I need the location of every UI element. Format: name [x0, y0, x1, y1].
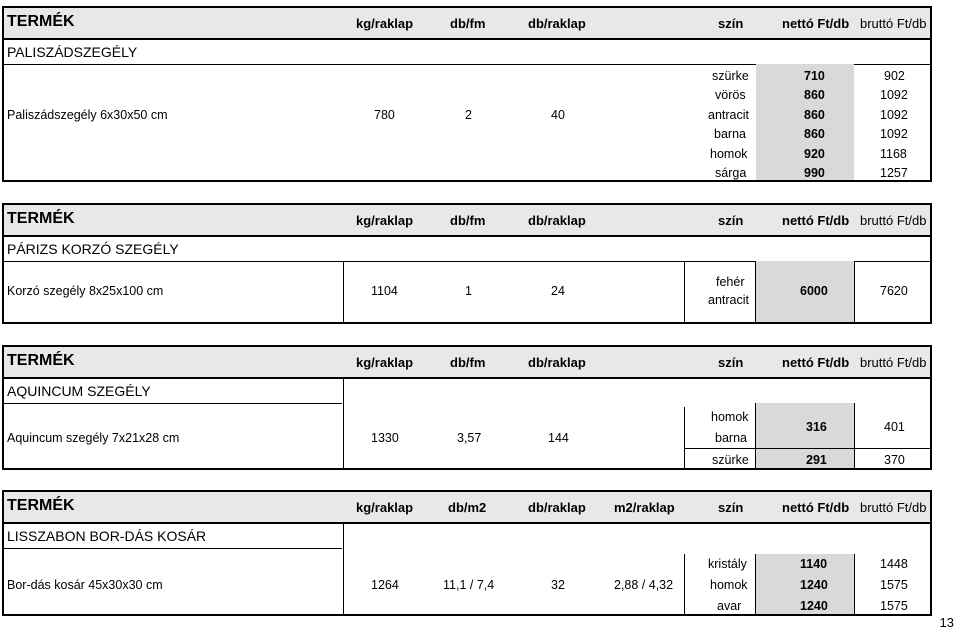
table-header	[4, 347, 930, 379]
db-raklap-value: 40	[551, 108, 565, 122]
color-cell: szürke	[712, 453, 749, 467]
netto-cell: 1240	[800, 599, 828, 613]
col-db-raklap: db/raklap	[528, 213, 586, 228]
cell-divider	[343, 379, 344, 468]
table-header	[4, 205, 930, 237]
color-cell: sárga	[715, 166, 747, 180]
color-cell: vörös	[715, 88, 746, 102]
col-termek: TERMÉK	[7, 497, 75, 514]
cell-divider	[684, 554, 685, 614]
kg-raklap-value: 1330	[371, 431, 399, 445]
db-raklap-value: 24	[551, 284, 565, 298]
col-db-raklap: db/raklap	[528, 355, 586, 370]
kg-raklap-value: 1104	[371, 284, 398, 298]
netto-cell: 860	[804, 127, 825, 141]
brutto-cell: 1092	[880, 127, 908, 141]
col-m2-raklap: m2/raklap	[614, 500, 675, 515]
category-label: PALISZÁDSZEGÉLY	[7, 44, 138, 60]
db-fm-value: 1	[465, 284, 472, 298]
color-cell: barna	[715, 431, 747, 445]
netto-cell: 990	[804, 166, 825, 180]
col-db-fm: db/fm	[450, 213, 486, 228]
col-brutto: bruttó Ft/db	[860, 213, 927, 228]
category-label: PÁRIZS KORZÓ SZEGÉLY	[7, 241, 179, 257]
col-brutto: bruttó Ft/db	[860, 355, 927, 370]
brutto-cell: 370	[884, 453, 905, 467]
category-row	[4, 379, 342, 404]
table-aquincum	[2, 345, 932, 470]
brutto-cell: 1257	[880, 166, 908, 180]
netto-cell: 6000	[800, 284, 828, 298]
col-termek: TERMÉK	[7, 13, 75, 30]
col-kg-raklap: kg/raklap	[356, 213, 414, 228]
col-szin: szín	[718, 500, 744, 515]
color-cell: antracit	[708, 293, 749, 307]
brutto-cell: 1575	[880, 578, 908, 592]
cell-divider	[854, 261, 855, 322]
col-brutto: bruttó Ft/db	[860, 16, 927, 31]
col-netto: nettó Ft/db	[782, 16, 850, 31]
netto-cell: 291	[806, 453, 827, 467]
brutto-cell: 1092	[880, 88, 908, 102]
category-row	[4, 40, 930, 65]
cell-divider	[684, 407, 685, 468]
col-termek: TERMÉK	[7, 210, 75, 227]
netto-cell: 316	[806, 420, 827, 434]
col-szin: szín	[718, 16, 744, 31]
product-name: Korzó szegély 8x25x100 cm	[7, 284, 164, 298]
netto-cell: 920	[804, 147, 825, 161]
col-szin: szín	[718, 213, 744, 228]
brutto-cell: 7620	[880, 284, 908, 298]
table-header	[4, 8, 930, 40]
category-row	[4, 524, 342, 549]
col-kg-raklap: kg/raklap	[356, 16, 414, 31]
cell-divider	[343, 524, 344, 614]
col-termek: TERMÉK	[7, 352, 75, 369]
db-raklap-value: 32	[551, 578, 565, 592]
row-divider	[684, 448, 930, 449]
col-szin: szín	[718, 355, 744, 370]
db-raklap-value: 144	[548, 431, 569, 445]
cell-divider	[684, 261, 685, 322]
brutto-cell: 1092	[880, 108, 908, 122]
table-header	[4, 492, 930, 524]
cell-divider	[755, 261, 756, 322]
col-netto: nettó Ft/db	[782, 500, 850, 515]
netto-cell: 860	[804, 108, 825, 122]
product-name: Bor-dás kosár 45x30x30 cm	[7, 578, 163, 592]
color-cell: antracit	[708, 108, 749, 122]
cell-divider	[343, 261, 344, 322]
db-fm-value: 3,57	[457, 431, 482, 445]
table-parizs-korzo	[2, 203, 932, 324]
col-kg-raklap: kg/raklap	[356, 500, 414, 515]
col-brutto: bruttó Ft/db	[860, 500, 927, 515]
color-cell: fehér	[716, 275, 745, 289]
m2-raklap-value: 2,88 / 4,32	[614, 578, 674, 592]
col-netto: nettó Ft/db	[782, 213, 850, 228]
col-db-fm: db/fm	[450, 355, 486, 370]
table-paliszadszegely	[2, 6, 932, 182]
cell-divider	[854, 554, 855, 614]
netto-cell: 710	[804, 69, 825, 83]
kg-raklap-value: 780	[374, 108, 395, 122]
col-db-raklap: db/raklap	[528, 16, 586, 31]
color-cell: homok	[710, 578, 748, 592]
netto-cell: 1240	[800, 578, 828, 592]
category-row	[4, 237, 930, 262]
brutto-cell: 1448	[880, 557, 908, 571]
color-cell: homok	[711, 410, 749, 424]
col-kg-raklap: kg/raklap	[356, 355, 414, 370]
color-cell: szürke	[712, 69, 749, 83]
db-fm-value: 2	[465, 108, 472, 122]
cell-divider	[854, 403, 855, 468]
col-db-raklap: db/raklap	[528, 500, 586, 515]
brutto-cell: 1168	[880, 147, 907, 161]
color-cell: avar	[717, 599, 742, 613]
category-label: LISSZABON BOR-DÁS KOSÁR	[7, 528, 207, 544]
category-label: AQUINCUM SZEGÉLY	[7, 383, 151, 399]
color-cell: barna	[714, 127, 746, 141]
color-cell: kristály	[708, 557, 747, 571]
page-number: 13	[939, 615, 954, 630]
product-name: Paliszádszegély 6x30x50 cm	[7, 108, 168, 122]
kg-raklap-value: 1264	[371, 578, 399, 592]
col-db-m2: db/m2	[448, 500, 487, 515]
brutto-cell: 1575	[880, 599, 908, 613]
color-cell: homok	[710, 147, 748, 161]
brutto-cell: 902	[884, 69, 905, 83]
cell-divider	[755, 403, 756, 468]
db-m2-value: 11,1 / 7,4	[443, 578, 495, 592]
netto-cell: 860	[804, 88, 825, 102]
cell-divider	[755, 554, 756, 614]
table-lisszabon	[2, 490, 932, 616]
netto-column-bg	[756, 403, 854, 468]
col-db-fm: db/fm	[450, 16, 486, 31]
product-name: Aquincum szegély 7x21x28 cm	[7, 431, 180, 445]
netto-cell: 1140	[800, 557, 828, 571]
col-netto: nettó Ft/db	[782, 355, 850, 370]
brutto-cell: 401	[884, 420, 905, 434]
